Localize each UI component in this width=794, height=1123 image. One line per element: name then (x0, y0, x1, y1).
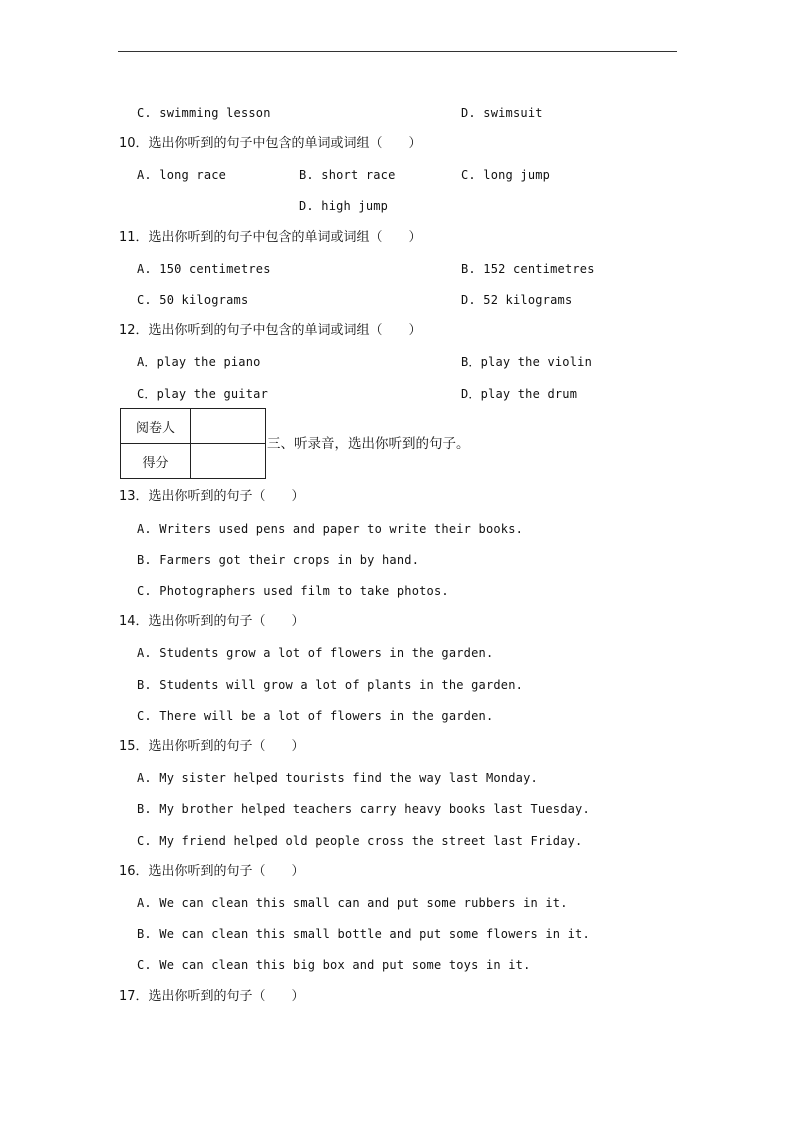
q14-option-c: C. There will be a lot of flowers in the garden. (137, 709, 494, 723)
q12-option-b: B．play the violin (461, 355, 592, 369)
score-field[interactable] (191, 444, 266, 479)
q11-option-d: D. 52 kilograms (461, 293, 573, 307)
q13-option-a: A. Writers used pens and paper to write their books. (137, 522, 524, 536)
q15-option-b: B. My brother helped teachers carry heavy books last Tuesday. (137, 802, 590, 816)
q15-option-a: A. My sister helped tourists find the way last Monday. (137, 771, 538, 785)
q12-stem: 12．选出你听到的句子中包含的单词或词组（ ） (119, 323, 422, 338)
q14-option-a: A. Students grow a lot of flowers in the garden. (137, 646, 494, 660)
q12-option-a: A．play the piano (137, 355, 261, 369)
q15-option-c: C. My friend helped old people cross the street last Friday. (137, 834, 583, 848)
header-rule (118, 51, 677, 52)
q10-option-a: A. long race (137, 168, 227, 182)
q13-option-c: C. Photographers used film to take photos. (137, 584, 449, 598)
score-table (120, 408, 266, 479)
reviewer-field[interactable] (191, 409, 266, 444)
q9-option-c: C. swimming lesson (137, 106, 271, 120)
q16-option-c: C. We can clean this big box and put some toys in it. (137, 958, 531, 972)
q10-option-c: C. long jump (461, 168, 551, 182)
q17-stem: 17．选出你听到的句子（ ） (119, 989, 305, 1004)
q10-option-d: D. high jump (299, 199, 389, 213)
q15-stem: 15．选出你听到的句子（ ） (119, 739, 305, 754)
q9-option-d: D. swimsuit (461, 106, 543, 120)
score-label: 得分 (121, 444, 191, 479)
q12-option-c: C．play the guitar (137, 387, 268, 401)
q16-option-b: B. We can clean this small bottle and put some flowers in it. (137, 927, 590, 941)
q14-stem: 14．选出你听到的句子（ ） (119, 614, 305, 629)
reviewer-label: 阅卷人 (121, 409, 191, 444)
q16-option-a: A. We can clean this small can and put some rubbers in it. (137, 896, 568, 910)
q10-stem: 10．选出你听到的句子中包含的单词或词组（ ） (119, 136, 422, 151)
q14-option-b: B. Students will grow a lot of plants in the garden. (137, 678, 524, 692)
q12-option-d: D．play the drum (461, 387, 578, 401)
q11-stem: 11．选出你听到的句子中包含的单词或词组（ ） (119, 230, 422, 245)
q11-option-a: A. 150 centimetres (137, 262, 271, 276)
q10-option-b: B. short race (299, 168, 396, 182)
q13-stem: 13．选出你听到的句子（ ） (119, 489, 305, 504)
q11-option-c: C. 50 kilograms (137, 293, 249, 307)
q11-option-b: B. 152 centimetres (461, 262, 595, 276)
section-3-title: 三、听录音，选出你听到的句子。 (267, 436, 470, 452)
q16-stem: 16．选出你听到的句子（ ） (119, 864, 305, 879)
q13-option-b: B. Farmers got their crops in by hand. (137, 553, 420, 567)
